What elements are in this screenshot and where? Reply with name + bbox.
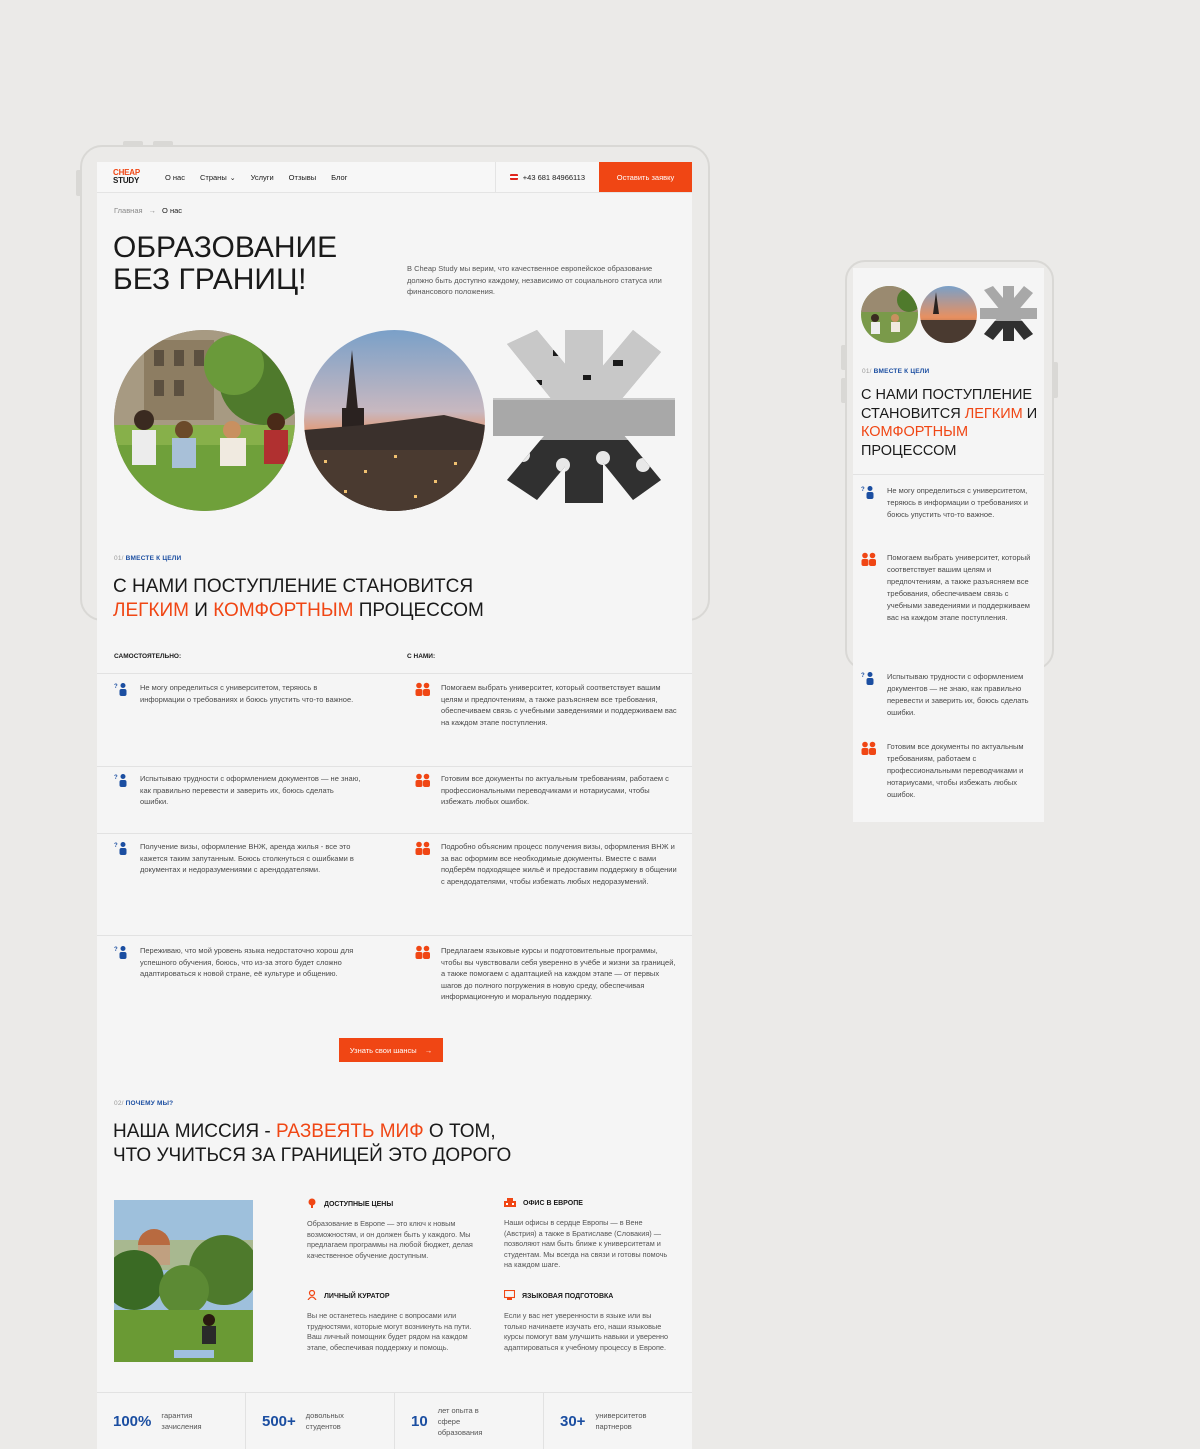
solution-text: Готовим все документы по актуальным требованиям, работаем с профессиональными переводчиками и нотариусами, чтобы избежать любых ошибок.	[887, 742, 1024, 799]
divider	[97, 833, 692, 834]
svg-text:?: ?	[114, 843, 118, 849]
title-part: И	[188, 600, 214, 621]
section-label-text: ВМЕСТЕ К ЦЕЛИ	[873, 368, 930, 375]
problem-text: Испытываю трудности с оформлением документов — не знаю, как правильно перевести и заверить их, боюсь сделать ошибки.	[887, 672, 1029, 717]
stat-item	[97, 1393, 246, 1449]
title-accent: КОМФОРТНЫМ	[861, 424, 969, 440]
price-tag-icon	[307, 1198, 317, 1210]
worried-person-icon	[114, 945, 128, 980]
graduation-asterisk-photo-small	[980, 286, 1037, 341]
divider	[97, 766, 692, 767]
section-label	[114, 1100, 173, 1107]
nav-link-services[interactable]: Услуги	[250, 172, 274, 182]
students-on-grass-photo-small	[861, 286, 918, 343]
problem-item	[114, 945, 364, 980]
stat-item	[395, 1393, 544, 1449]
nav-link-blog[interactable]: Блог	[331, 172, 348, 182]
solution-item	[415, 841, 677, 887]
title-part: О ТОМ,	[423, 1121, 496, 1142]
language-icon	[504, 1290, 515, 1302]
title-part: СТАНОВИТСЯ	[861, 405, 965, 422]
worried-person-icon	[114, 773, 128, 808]
problem-text: Не могу определиться с университетом, теряюсь в информации о требованиях и боюсь упустить что-то важное.	[140, 683, 354, 704]
chevron-down-icon: ⌄	[229, 174, 236, 182]
title-accent: ЛЕГКИМ	[113, 600, 189, 621]
solution-item	[861, 741, 1039, 801]
section-label-text: ВМЕСТЕ К ЦЕЛИ	[125, 555, 182, 562]
solution-item	[415, 945, 677, 1003]
team-support-icon	[415, 945, 429, 1003]
tablet-button-top	[123, 141, 143, 145]
problem-text: Получение визы, оформление ВНЖ, аренда жилья - все это кажется таким запутанным. Боюсь столкнуться с ошибками в документах и недоразумениями с арендодателями.	[140, 842, 354, 874]
solution-text: Предлагаем языковые курсы и подготовительные программы, чтобы вы чувствовали себя уверенно в учёбе и жизни за границей, а также помогаем с адаптацией на каждом этапе — от первых шагов до полного погружения в новую среду, обеспечивая информационную и моральную поддержку.	[441, 946, 676, 1001]
title-part: С НАМИ ПОСТУПЛЕНИЕ СТАНОВИТСЯ	[113, 576, 474, 597]
title-accent: РАЗВЕЯТЬ МИФ	[275, 1121, 424, 1142]
feature-card	[504, 1198, 674, 1271]
problem-item	[861, 485, 1039, 521]
feature-text: Вы не останетесь наедине с вопросами или трудностями, которые могут возникнуть на пути. Ваш личный помощник будет рядом на каждом этапе, обеспечивая поддержку и помощь.	[307, 1311, 472, 1352]
team-support-icon	[415, 773, 429, 808]
section-label-num: 01/	[114, 555, 124, 562]
stat-value: 500+	[262, 1412, 296, 1430]
austria-flag-icon	[510, 174, 518, 180]
breadcrumb-current: О нас	[162, 206, 183, 215]
students-on-grass-photo	[114, 330, 295, 511]
divider	[97, 673, 692, 674]
feature-text: Если у вас нет уверенности в языке или вы только начинаете изучать его, наши языковые курсы помогут вам улучшить навыки и уверенно адаптироваться к учебному процессу в Европе.	[504, 1311, 669, 1352]
hero-title	[113, 232, 393, 296]
problem-item	[114, 841, 364, 876]
stat-label: лет опыта в сфере образования	[437, 1405, 483, 1437]
svg-text:?: ?	[114, 775, 118, 781]
feature-card	[307, 1198, 477, 1261]
problem-item	[861, 671, 1039, 719]
feature-title	[504, 1198, 674, 1209]
hero-title-line1: ОБРАЗОВАНИЕ	[113, 231, 338, 264]
title-part: ПРОЦЕССОМ	[353, 600, 484, 621]
feature-title-text: ДОСТУПНЫЕ ЦЕНЫ	[324, 1200, 394, 1208]
feature-title-text: ОФИС В ЕВРОПЕ	[523, 1200, 583, 1207]
top-nav	[97, 162, 692, 193]
title-part: И	[1022, 405, 1038, 422]
feature-title	[504, 1290, 674, 1302]
svg-text:?: ?	[114, 684, 118, 690]
column-header-self: САМОСТОЯТЕЛЬНО:	[114, 653, 182, 660]
logo[interactable]	[113, 169, 147, 185]
stats-bar	[97, 1392, 692, 1449]
feature-title-text: ЛИЧНЫЙ КУРАТОР	[324, 1292, 390, 1300]
solution-item	[861, 552, 1039, 624]
worried-person-icon	[114, 841, 128, 876]
feature-title-text: ЯЗЫКОВАЯ ПОДГОТОВКА	[522, 1292, 614, 1300]
mission-title	[113, 1120, 673, 1168]
leave-request-button[interactable]: Оставить заявку	[599, 162, 692, 192]
title-part: ЧТО УЧИТЬСЯ ЗА ГРАНИЦЕЙ ЭТО ДОРОГО	[113, 1145, 512, 1166]
phone-button-side	[1054, 362, 1058, 398]
logo-line1: CHEAP	[113, 168, 141, 177]
phone-number-text: +43 681 84966113	[522, 172, 585, 182]
solution-item	[415, 682, 677, 728]
nav-link-countries-label: Страны	[199, 172, 227, 182]
title-accent: КОМФОРТНЫМ	[213, 600, 354, 621]
office-icon	[504, 1198, 516, 1209]
florence-park-photo	[114, 1200, 253, 1362]
solution-item	[415, 773, 677, 808]
stat-value: 100%	[113, 1412, 152, 1430]
section-title	[113, 575, 653, 623]
stat-value: 10	[411, 1412, 428, 1430]
nav-link-about[interactable]: О нас	[165, 172, 185, 182]
worried-person-icon	[861, 671, 875, 719]
problem-item	[114, 682, 364, 705]
vienna-cathedral-photo-small	[920, 286, 977, 343]
title-part: НАША МИССИЯ -	[113, 1121, 276, 1142]
check-chances-button[interactable]	[339, 1038, 443, 1062]
stat-label: довольных студентов	[305, 1411, 344, 1431]
feature-title	[307, 1290, 477, 1302]
nav-link-reviews[interactable]: Отзывы	[288, 172, 317, 182]
stat-value: 30+	[560, 1412, 586, 1430]
stat-item	[544, 1393, 692, 1449]
tablet-button-top	[153, 141, 173, 145]
solution-text: Готовим все документы по актуальным требованиям, работаем с профессиональными переводчиками и нотариусами, чтобы избежать любых ошибок.	[441, 774, 669, 806]
hero-description: В Cheap Study мы верим, что качественное европейское образование должно быть доступно каждому, независимо от социального статуса или финансового положения.	[407, 264, 662, 296]
mobile-section-title	[861, 386, 1043, 460]
team-support-icon	[861, 741, 875, 801]
feature-card	[307, 1290, 477, 1353]
tablet-button-side	[76, 170, 80, 196]
nav-link-countries[interactable]	[200, 173, 236, 182]
worried-person-icon	[114, 682, 128, 705]
feature-text: Наши офисы в сердце Европы — в Вене (Австрия) а также в Братиславе (Словакия) — позволяют нам быть ближе к университетам и студентам. Мы всегда на связи и готовы помочь на каждом шаге.	[504, 1218, 668, 1270]
team-support-icon	[415, 841, 429, 887]
section-label-num: 01/	[862, 368, 872, 375]
feature-card	[504, 1290, 674, 1353]
solution-text: Помогаем выбрать университет, который соответствует вашим целям и предпочтениям, а также разъясняем все требования, обеспечиваем связь с учебными заведениями и поддерживаем вас на каждом этапе поступления.	[887, 553, 1031, 622]
team-support-icon	[861, 552, 875, 624]
graduation-asterisk-photo	[493, 330, 675, 503]
logo-line2: STUDY	[113, 176, 140, 185]
phone-button-side	[841, 378, 845, 403]
svg-text:?: ?	[861, 487, 865, 493]
problem-text: Испытываю трудности с оформлением документов — не знаю, как правильно перевести и заверить их, боюсь сделать ошибки.	[140, 774, 361, 806]
breadcrumb-arrow-icon: →	[148, 206, 157, 215]
mobile-section-label	[862, 368, 929, 375]
check-chances-label: Узнать свои шансы	[349, 1045, 417, 1055]
solution-text: Подробно объясним процесс получения визы, оформления ВНЖ и за вас оформим все необходимые документы. Вместе с вами подберём подходящее жильё и предоставим поддержку в общении с арендодателями, чтобы избежать любых недоразумений.	[441, 842, 677, 886]
section-label-text: ПОЧЕМУ МЫ?	[125, 1100, 174, 1107]
vienna-cathedral-photo	[304, 330, 485, 511]
problem-text: Не могу определиться с университетом, теряюсь в информации о требованиях и боюсь упустить что-то важное.	[887, 486, 1028, 519]
title-part: С НАМИ ПОСТУПЛЕНИЕ	[861, 387, 1033, 403]
breadcrumb-home[interactable]: Главная	[114, 206, 143, 215]
section-label-num: 02/	[114, 1100, 124, 1107]
desktop-page	[97, 162, 692, 1449]
divider	[97, 935, 692, 936]
feature-text: Образование в Европе — это ключ к новым возможностям, и он должен быть у каждого. Мы предлагаем программы на любой бюджет, делая качественное обучение доступным.	[307, 1219, 473, 1260]
arrow-right-icon: →	[424, 1045, 433, 1055]
column-header-with-us: С НАМИ:	[407, 653, 436, 660]
svg-text:?: ?	[114, 947, 118, 953]
team-support-icon	[415, 682, 429, 728]
stat-label: университетов партнеров	[595, 1411, 647, 1431]
mobile-page	[853, 268, 1044, 822]
breadcrumb	[114, 206, 182, 215]
stat-label: гарантия зачисления	[161, 1411, 202, 1431]
problem-item	[114, 773, 364, 808]
title-part: ПРОЦЕССОМ	[861, 442, 957, 459]
phone-button-side	[841, 345, 845, 370]
phone-number[interactable]	[495, 162, 599, 192]
curator-icon	[307, 1290, 317, 1302]
stat-item	[246, 1393, 395, 1449]
nav-links	[165, 173, 347, 182]
svg-text:?: ?	[861, 673, 865, 679]
section-label	[114, 555, 181, 562]
divider	[853, 474, 1044, 475]
feature-title	[307, 1198, 477, 1210]
problem-text: Переживаю, что мой уровень языка недостаточно хорош для успешного обучения, боюсь, что из-за этого будет сложно адаптироваться к новой стране, её культуре и общению.	[140, 946, 354, 978]
title-accent: ЛЕГКИМ	[964, 405, 1023, 422]
solution-text: Помогаем выбрать университет, который соответствует вашим целям и предпочтениям, а также разъясняем все требования, обеспечиваем связь с учебными заведениями и поддерживаем вас на каждом этапе поступления.	[441, 683, 677, 727]
hero-title-line2: БЕЗ ГРАНИЦ!	[113, 263, 307, 296]
worried-person-icon	[861, 485, 875, 521]
